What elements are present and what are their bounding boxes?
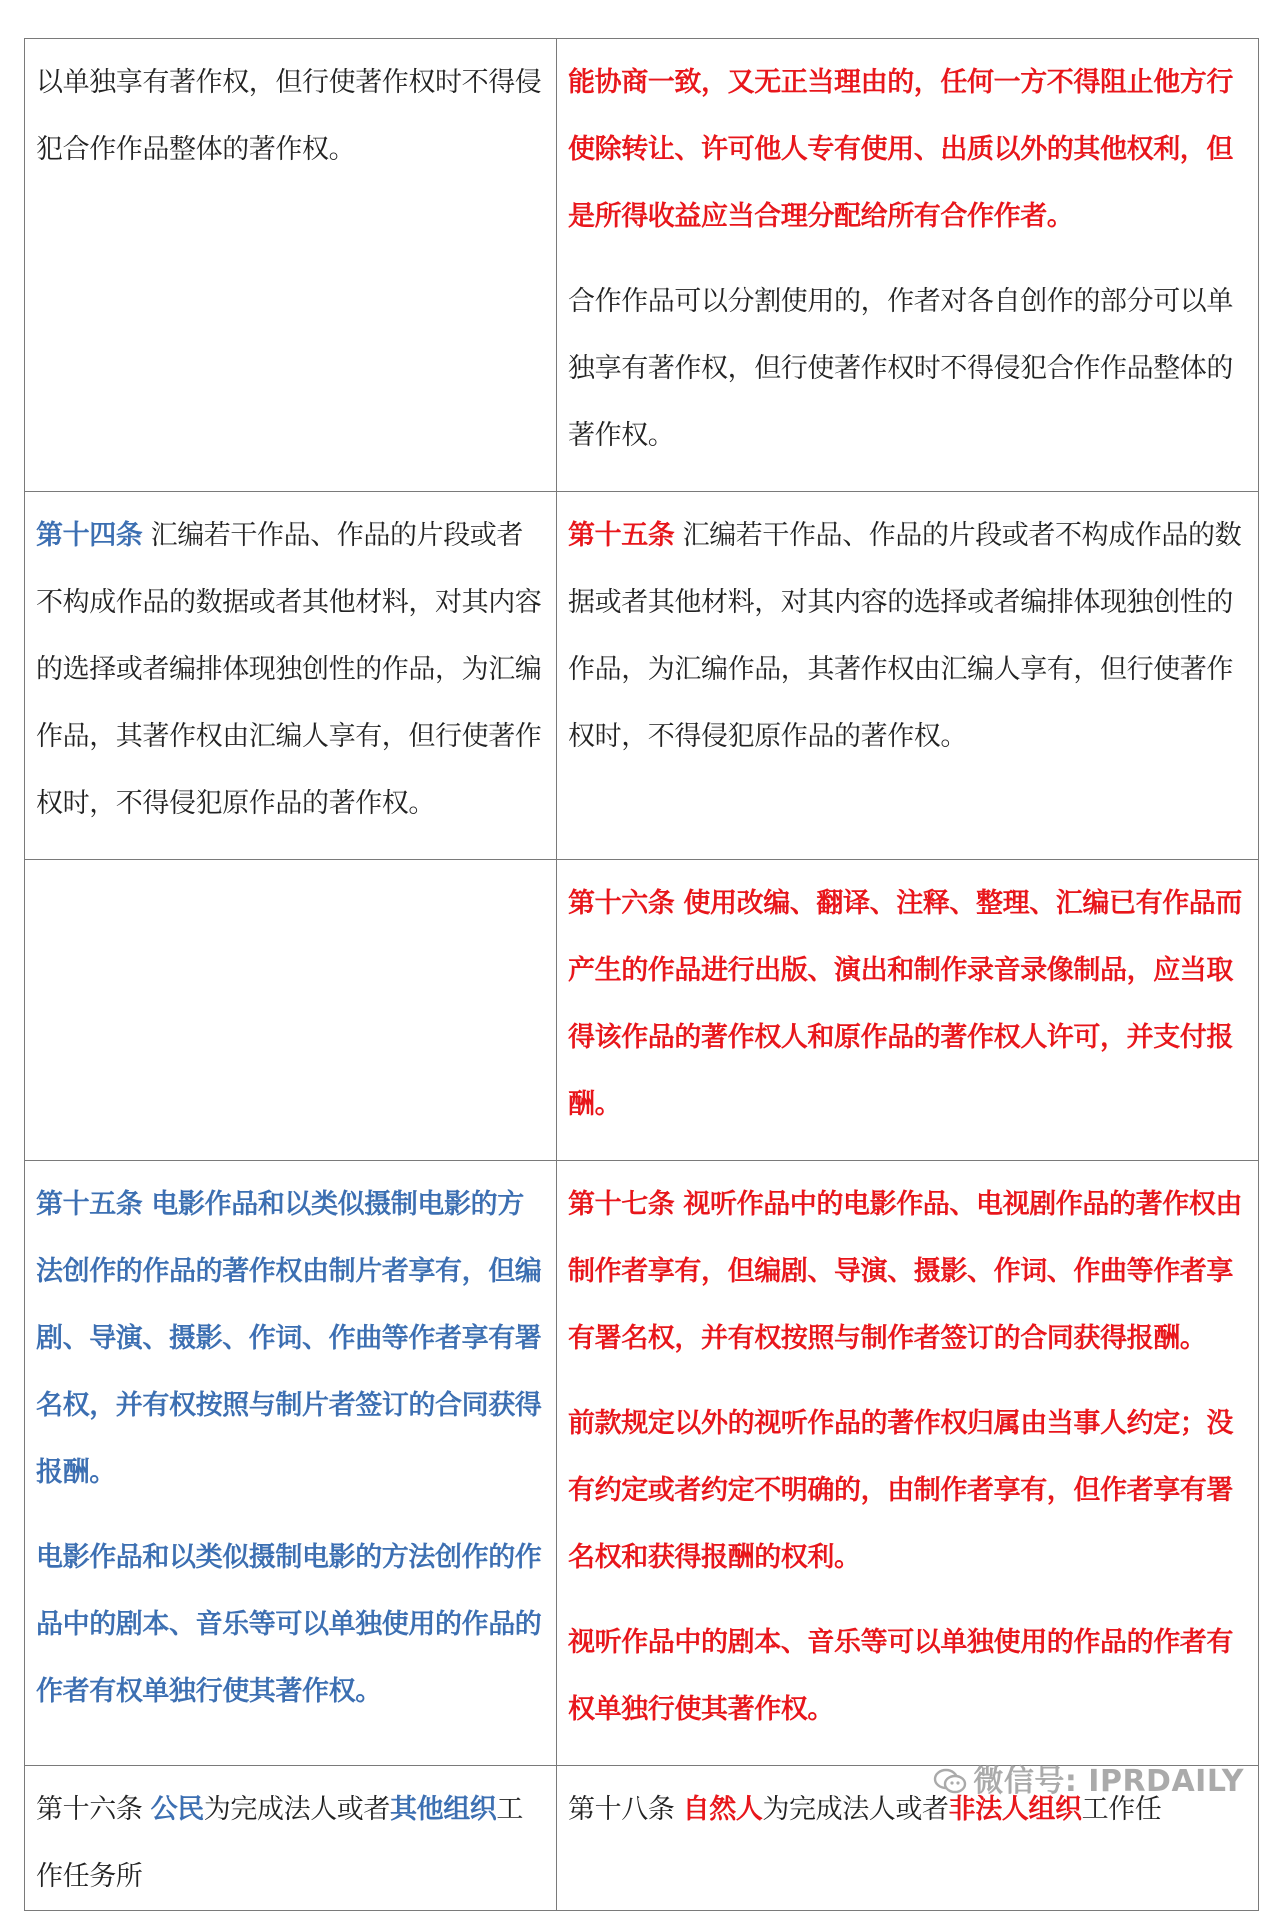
wechat-icon	[933, 1767, 967, 1795]
article-paragraph	[568, 1390, 1247, 1591]
old-law-cell	[25, 39, 557, 492]
law-comparison-table	[24, 38, 1259, 1911]
text-span: 第十七条 视听作品中的电影作品、电视剧作品的著作权由制作者享有，但编剧、导演、摄影、作词、作曲等作者享有署名权，并有权按照与制作者签订的合同获得报酬。	[568, 1189, 1242, 1354]
table-row	[25, 1161, 1259, 1766]
article-paragraph	[568, 1171, 1247, 1372]
watermark-text: 微信号: IPRDAILY	[973, 1764, 1244, 1799]
table-row	[25, 492, 1259, 860]
text-span: 公民	[150, 1794, 204, 1825]
new-law-cell	[557, 860, 1259, 1161]
watermark	[933, 1756, 1244, 1800]
text-span: 电影作品和以类似摄制电影的方法创作的作品中的剧本、音乐等可以单独使用的作品的作者有权单独行使其著作权。	[36, 1542, 542, 1707]
old-law-cell	[25, 1766, 557, 1911]
text-span: 自然人	[682, 1794, 763, 1825]
text-span: 第十五条 电影作品和以类似摄制电影的方法创作的作品的著作权由制片者享有，但编剧、导演、摄影、作词、作曲等作者享有署名权，并有权按照与制片者签订的合同获得报酬。	[36, 1189, 542, 1488]
article-paragraph	[36, 1524, 545, 1725]
text-span: 第十八条	[568, 1794, 683, 1825]
text-span: 工作任	[1081, 1794, 1162, 1825]
text-span: 第十六条	[36, 1794, 151, 1825]
article-paragraph	[568, 502, 1247, 770]
article-paragraph	[568, 870, 1247, 1138]
article-paragraph	[36, 49, 545, 183]
table-row	[25, 39, 1259, 492]
article-paragraph	[36, 1776, 545, 1910]
article-paragraph	[568, 49, 1247, 250]
text-span: 为完成法人或者	[203, 1794, 390, 1825]
text-span: 第十四条	[36, 520, 143, 551]
table-row	[25, 860, 1259, 1161]
new-law-cell	[557, 492, 1259, 860]
old-law-cell	[25, 492, 557, 860]
text-span: 其他组织	[390, 1794, 497, 1825]
text-span: 工作任务所	[36, 1794, 524, 1892]
new-law-cell	[557, 39, 1259, 492]
article-paragraph	[568, 268, 1247, 469]
text-span: 汇编若干作品、作品的片段或者不构成作品的数据或者其他材料，对其内容的选择或者编排体现独创性的作品，为汇编作品，其著作权由汇编人享有，但行使著作权时，不得侵犯原作品的著作权。	[568, 520, 1242, 752]
article-paragraph	[36, 502, 545, 837]
old-law-cell	[25, 1161, 557, 1766]
text-span: 以单独享有著作权，但行使著作权时不得侵犯合作作品整体的著作权。	[36, 67, 542, 165]
article-paragraph	[568, 1609, 1247, 1743]
text-span: 能协商一致，又无正当理由的，任何一方不得阻止他方行使除转让、许可他人专有使用、出质以外的其他权利，但是所得收益应当合理分配给所有合作作者。	[568, 67, 1233, 232]
text-span: 视听作品中的剧本、音乐等可以单独使用的作品的作者有权单独行使其著作权。	[568, 1627, 1233, 1725]
text-span: 合作作品可以分割使用的，作者对各自创作的部分可以单独享有著作权，但行使著作权时不得侵犯合作作品整体的著作权。	[568, 286, 1233, 451]
old-law-cell	[25, 860, 557, 1161]
text-span: 第十五条	[568, 520, 675, 551]
text-span: 汇编若干作品、作品的片段或者不构成作品的数据或者其他材料，对其内容的选择或者编排体现独创性的作品，为汇编作品，其著作权由汇编人享有，但行使著作权时，不得侵犯原作品的著作权。	[36, 520, 542, 819]
text-span: 第十六条 使用改编、翻译、注释、整理、汇编已有作品而产生的作品进行出版、演出和制作录音录像制品，应当取得该作品的著作权人和原作品的著作权人许可，并支付报酬。	[568, 888, 1242, 1120]
text-span: 非法人组织	[948, 1794, 1082, 1825]
article-paragraph	[36, 1171, 545, 1506]
text-span: 前款规定以外的视听作品的著作权归属由当事人约定；没有约定或者约定不明确的，由制作者享有，但作者享有署名权和获得报酬的权利。	[568, 1408, 1233, 1573]
text-span: 为完成法人或者	[762, 1794, 949, 1825]
new-law-cell	[557, 1161, 1259, 1766]
